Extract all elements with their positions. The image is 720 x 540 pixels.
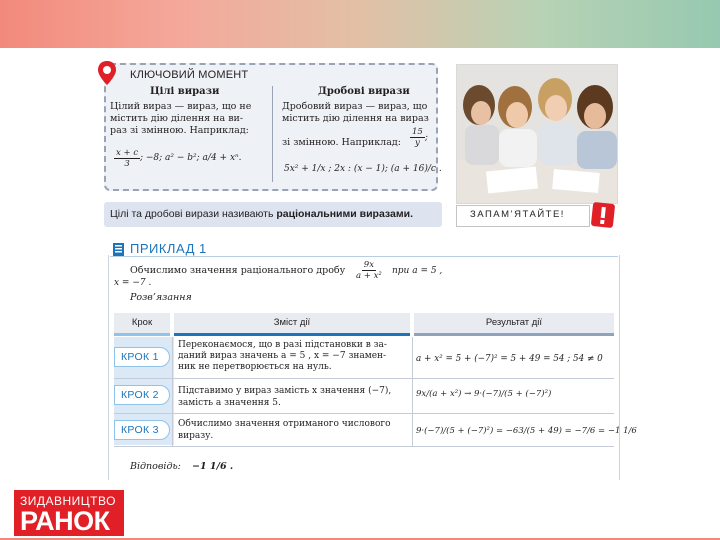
step-1-content-line3: ник не перетворюється на нуль. <box>178 362 332 372</box>
step-2-result: 9x/(a + x²) → 9·(−7)/(5 + (−7)²) <box>416 389 552 399</box>
fractional-def-line3: зі змінною. Наприклад: <box>282 137 401 148</box>
row-separator <box>114 413 614 414</box>
publisher-logo-line1: ЗИДАВНИЦТВО <box>20 494 116 508</box>
example-fraction: $\frac{9x}{\text{a + x²}}$ <box>356 260 382 281</box>
whole-def-line1: Цілий вираз — вираз, що не <box>110 101 252 112</box>
step-2-content-line2: замість a значення 5. <box>178 398 281 408</box>
solution-label: Розв’язання <box>130 292 192 303</box>
header-result: Результат дії <box>414 313 614 333</box>
publisher-logo-line2: РАНОК <box>20 506 110 536</box>
fractional-example-fraction: $\frac{15}{y}$ ; <box>412 127 428 148</box>
header-bar-content <box>174 333 410 336</box>
example-title: ПРИКЛАД 1 <box>130 241 207 256</box>
top-banner <box>0 0 720 48</box>
remember-label: ЗАПАМ’ЯТАЙТЕ! <box>470 209 565 220</box>
rational-bold: раціональними виразами. <box>276 208 413 220</box>
header-content: Зміст дії <box>174 313 410 333</box>
fractional-examples: 5x² + 1/x ; 2x : (x − 1); (a + 16)/c . <box>284 164 442 174</box>
answer-label: Відповідь: <box>130 461 181 472</box>
row-separator <box>114 446 614 447</box>
fractional-expressions-heading: Дробові вирази <box>318 86 410 97</box>
step-3-tag: КРОК 3 <box>114 420 170 440</box>
step-1-content-line1: Переконаємося, що в разі підстановки в за- <box>178 340 387 350</box>
whole-expressions-heading: Цілі вирази <box>150 86 220 97</box>
rational-definition-text <box>110 208 413 220</box>
column-separator <box>172 337 173 446</box>
example-title-line <box>110 256 618 257</box>
fractional-def-line2: містить дію ділення на вираз <box>282 113 429 124</box>
whole-examples: ; −8; a² − b²; a/4 + xⁿ. <box>140 153 242 163</box>
column-separator <box>412 337 413 446</box>
step-1-tag: КРОК 1 <box>114 347 170 367</box>
row-separator <box>114 378 614 379</box>
whole-example-fraction: $\frac{x + c}{3}$ <box>116 148 139 169</box>
answer-value: −1 1/6 . <box>192 461 234 472</box>
step-3-content-line1: Обчислимо значення отриманого числового <box>178 419 391 429</box>
example-statement: Обчислимо значення раціонального дробу <box>130 265 346 276</box>
exclamation-icon <box>590 201 616 229</box>
header-step: Крок <box>114 313 170 333</box>
column-divider <box>272 86 273 182</box>
step-1-content-line2: даний вираз значень a = 5 , x = −7 знамен- <box>178 351 387 361</box>
whole-def-line3: раз зі змінною. Наприклад: <box>110 125 249 136</box>
whole-def-line2: містить дію ділення на ви- <box>110 113 244 124</box>
step-3-content-line2: виразу. <box>178 431 214 441</box>
header-bar-result <box>414 333 614 336</box>
step-2-content-line1: Підставимо у вираз замість x значення (−7), <box>178 386 392 396</box>
location-pin-icon <box>97 60 117 86</box>
students-photo <box>456 64 618 204</box>
example-values-x: x = −7 . <box>114 278 152 288</box>
header-bar-step <box>114 333 170 336</box>
step-2-tag: КРОК 2 <box>114 385 170 405</box>
fractional-def-line1: Дробовий вираз — вираз, що <box>282 101 428 112</box>
step-3-result: 9·(−7)/(5 + (−7)²) = −63/(5 + 49) = −7/6 = −1 1/6 <box>416 426 637 436</box>
key-moment-title: КЛЮЧОВИЙ МОМЕНТ <box>130 69 249 81</box>
rational-plain: Цілі та дробові вирази називають <box>110 208 277 220</box>
step-1-result: a + x² = 5 + (−7)² = 5 + 49 = 54 ; 54 ≠ 0 <box>416 354 603 364</box>
example-values-a: при a = 5 , <box>392 266 443 276</box>
